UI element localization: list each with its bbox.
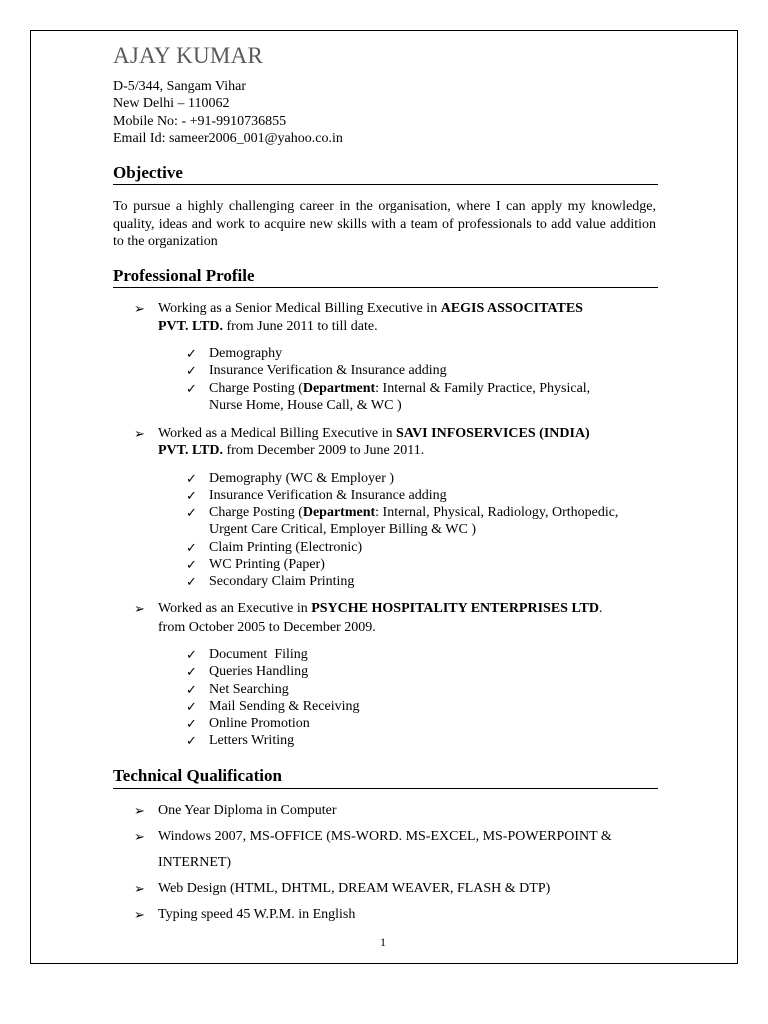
check-icon: ✓ (186, 716, 197, 731)
technical-rule (113, 788, 658, 789)
check-icon: ✓ (186, 505, 197, 520)
check-icon: ✓ (186, 540, 197, 555)
job-3-duty: Letters Writing (209, 733, 295, 748)
technical-item: Windows 2007, MS-OFFICE (MS-WORD. MS-EXCEL, MS-POWERPOINT & (158, 829, 612, 844)
arrow-bullet-icon: ➢ (134, 426, 145, 441)
technical-item: Typing speed 45 W.P.M. in English (158, 907, 356, 922)
objective-text: To pursue a highly challenging career in the organisation, where I can apply my knowledge, quality, ideas and work to acquire new skills with a team of professionals to add value addition to the organization (113, 199, 656, 249)
job-2-duty: Insurance Verification & Insurance adding (209, 488, 447, 503)
company-name: PSYCHE HOSPITALITY ENTERPRISES LTD (311, 601, 599, 616)
technical-qualification-heading: Technical Qualification (113, 766, 282, 785)
job-2-duty-continued: Urgent Care Critical, Employer Billing & WC ) (209, 522, 476, 537)
check-icon: ✓ (186, 557, 197, 572)
profile-rule (113, 287, 658, 288)
job-2-duty: Secondary Claim Printing (209, 574, 355, 589)
job-3-line-1: Worked as an Executive in PSYCHE HOSPITALITY ENTERPRISES LTD. (158, 601, 603, 616)
arrow-bullet-icon: ➢ (134, 829, 145, 844)
check-icon: ✓ (186, 488, 197, 503)
arrow-bullet-icon: ➢ (134, 907, 145, 922)
check-icon: ✓ (186, 647, 197, 662)
check-icon: ✓ (186, 346, 197, 361)
job-2-duty: Claim Printing (Electronic) (209, 540, 363, 555)
address-line-1: D-5/344, Sangam Vihar (113, 79, 247, 94)
technical-item-continued: INTERNET) (158, 855, 232, 870)
email-address: Email Id: sameer2006_001@yahoo.co.in (113, 131, 343, 146)
objective-heading: Objective (113, 163, 183, 182)
check-icon: ✓ (186, 682, 197, 697)
check-icon: ✓ (186, 664, 197, 679)
check-icon: ✓ (186, 363, 197, 378)
job-3-duty: Mail Sending & Receiving (209, 699, 360, 714)
job-1-duty-continued: Nurse Home, House Call, & WC ) (209, 398, 402, 413)
objective-rule (113, 184, 658, 185)
job-3-duty: Document Filing (209, 647, 308, 662)
technical-item: Web Design (HTML, DHTML, DREAM WEAVER, FLASH & DTP) (158, 881, 551, 896)
check-icon: ✓ (186, 471, 197, 486)
job-3-duty: Queries Handling (209, 664, 309, 679)
job-1-line-1: Working as a Senior Medical Billing Executive in AEGIS ASSOCITATES (158, 301, 583, 316)
company-name: AEGIS ASSOCITATES (440, 301, 583, 316)
job-2-line-2: PVT. LTD. from December 2009 to June 2011. (158, 443, 425, 458)
job-2-duty: Charge Posting (Department: Internal, Physical, Radiology, Orthopedic, (209, 505, 619, 520)
job-3-duty: Online Promotion (209, 716, 310, 731)
check-icon: ✓ (186, 574, 197, 589)
job-3-duty: Net Searching (209, 682, 289, 697)
job-2-line-1: Worked as a Medical Billing Executive in SAVI INFOSERVICES (INDIA) (158, 426, 590, 441)
job-2-duty: WC Printing (Paper) (209, 557, 325, 572)
job-1-duty: Demography (209, 346, 283, 361)
company-name: SAVI INFOSERVICES (INDIA) (395, 426, 590, 441)
technical-item: One Year Diploma in Computer (158, 803, 337, 818)
arrow-bullet-icon: ➢ (134, 881, 145, 896)
job-2-duty: Demography (WC & Employer ) (209, 471, 395, 486)
page-number: 1 (380, 935, 386, 949)
job-1-line-2: PVT. LTD. from June 2011 to till date. (158, 319, 378, 334)
job-1-duty: Insurance Verification & Insurance adding (209, 363, 447, 378)
check-icon: ✓ (186, 699, 197, 714)
candidate-name: AJAY KUMAR (113, 43, 264, 68)
arrow-bullet-icon: ➢ (134, 803, 145, 818)
job-3-line-2: from October 2005 to December 2009. (158, 620, 376, 635)
job-1-duty: Charge Posting (Department: Internal & Family Practice, Physical, (209, 381, 591, 396)
mobile-number: Mobile No: - +91-9910736855 (113, 114, 287, 129)
arrow-bullet-icon: ➢ (134, 301, 145, 316)
arrow-bullet-icon: ➢ (134, 601, 145, 616)
address-line-2: New Delhi – 110062 (113, 96, 230, 111)
check-icon: ✓ (186, 381, 197, 396)
professional-profile-heading: Professional Profile (113, 266, 255, 285)
check-icon: ✓ (186, 733, 197, 748)
